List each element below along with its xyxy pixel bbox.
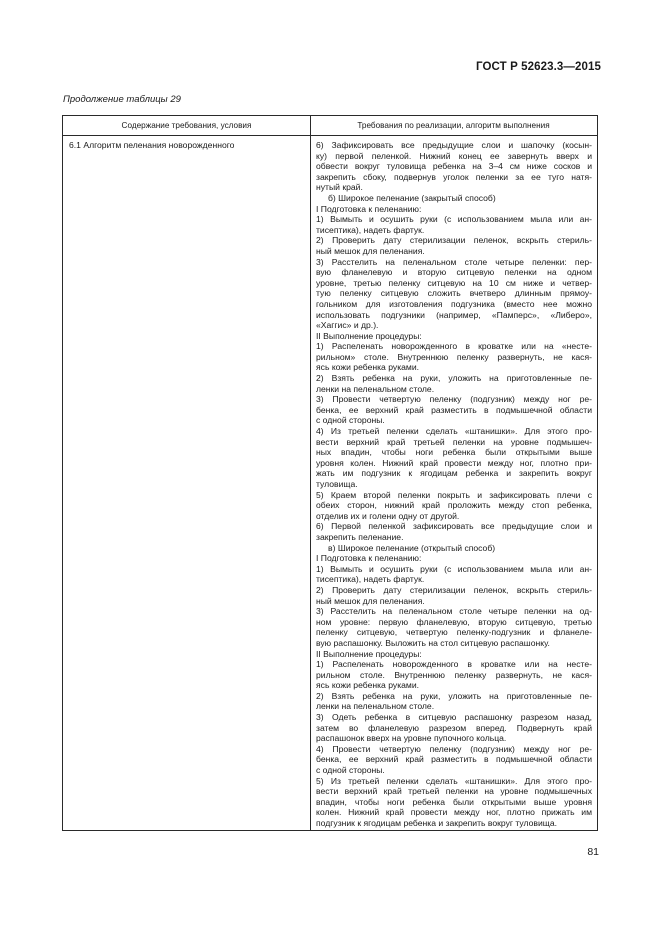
algorithm-text-line: 1) Вымыть и осушить руки (с использованием мыла или ан-	[316, 563, 592, 574]
algorithm-text-line: в) Широкое пеленание (открытый способ)	[328, 542, 496, 553]
table-header-row	[63, 116, 597, 136]
algorithm-text-line: обеих сторон, нижний край проложить между стоп ребенка,	[316, 500, 592, 511]
algorithm-text-line: 2) Взять ребенка на руки, уложить на приготовленные пе-	[316, 373, 592, 384]
page-number: 81	[587, 846, 599, 858]
algorithm-text-line: вую фланелевую и вторую ситцевую пеленки на одном	[316, 267, 592, 278]
algorithm-text-line: I Подготовка к пеленанию:	[316, 553, 422, 564]
algorithm-text-line: тую пеленку ситцевую сложить вчетверо длинным прямоу-	[316, 288, 592, 299]
algorithm-text-line: 3) Расстелить на пеленальном столе четыре пеленки: пер-	[316, 256, 592, 267]
algorithm-text-line: нутый край.	[316, 182, 363, 193]
algorithm-text-line: «Хаггис» и др.).	[316, 320, 379, 331]
algorithm-text-line: 6) Первой пеленкой зафиксировать все предыдущие слои и	[316, 521, 592, 532]
algorithm-text-line: колен. Нижний край провести между ног, плотно прижать им	[316, 807, 592, 818]
algorithm-text-line: II Выполнение процедуры:	[316, 330, 422, 341]
algorithm-text-line: 4) Провести четвертую пеленку (подгузник) между ног ре-	[316, 743, 592, 754]
algorithm-text-line: бенка, ее верхний край разместить в подмышечной области	[316, 754, 592, 765]
algorithm-text-line: 3) Одеть ребенка в ситцевую распашонку разрезом назад,	[316, 712, 592, 723]
requirement-cell: 6.1 Алгоритм пеленания новорожденного	[69, 140, 235, 150]
algorithm-cell	[316, 140, 592, 829]
algorithm-text-line: с одной стороны.	[316, 765, 385, 776]
algorithm-text-line: распашонок вверх на уровне пупочного кольца.	[316, 733, 507, 744]
algorithm-text-line: бенка, ее верхний край разместить в подмышечной области	[316, 404, 592, 415]
algorithm-text-line: затем во фланелевую разрезом вперед. Подвернуть край	[316, 722, 592, 733]
document-standard-number: ГОСТ Р 52623.3—2015	[476, 61, 601, 73]
algorithm-text-line: 5) Краем второй пеленки покрыть и зафиксировать плечи с	[316, 489, 592, 500]
algorithm-text-line: ном уровне: первую фланелевую, вторую ситцевую, третью	[316, 616, 592, 627]
requirements-table	[62, 115, 598, 831]
algorithm-text-line: II Выполнение процедуры:	[316, 648, 422, 659]
algorithm-text-line: подгузник к ягодицам ребенка и закрепить вокруг туловища.	[316, 818, 558, 828]
column-header-requirement: Содержание требования, условия	[121, 121, 252, 130]
algorithm-text-line: 3) Провести четвертую пеленку (подгузник) между ног ре-	[316, 394, 592, 405]
algorithm-text-line: 4) Из третьей пеленки сделать «штанишки». Для этого про-	[316, 426, 592, 437]
algorithm-text-line: 1) Распеленать новорожденного в кроватке или на «несте-	[316, 341, 592, 352]
algorithm-text-line: ный мешок для пеленания.	[316, 245, 425, 256]
algorithm-text-line: I Подготовка к пеленанию:	[316, 203, 422, 214]
algorithm-text-line: закрепить сбоку, подвернув уголок пеленки за ее туго натя-	[316, 171, 592, 182]
algorithm-text-line: обвести вокруг туловища ребенка на 3–4 см ниже сосков и	[316, 161, 592, 172]
algorithm-text-line: гольником для изготовления подгузника (вместо нее можно	[316, 298, 592, 309]
algorithm-text-line: закрепить пеленание.	[316, 531, 404, 542]
algorithm-text-line: 1) Распеленать новорожденного в кроватке или на несте-	[316, 659, 592, 670]
column-divider	[310, 116, 311, 830]
algorithm-text-line: тисептика), надеть фартук.	[316, 224, 425, 235]
table-continuation-label: Продолжение таблицы 29	[63, 94, 181, 105]
algorithm-text-line: туловища.	[316, 479, 358, 489]
algorithm-text-line: ясь кожи ребенка руками.	[316, 680, 420, 691]
algorithm-text-line: 2) Взять ребенка на руки, уложить на приготовленные пе-	[316, 690, 592, 701]
algorithm-text-line: 2) Проверить дату стерилизации пеленок, вскрыть стериль-	[316, 235, 592, 246]
algorithm-text-line: вую распашонку. Выложить на стол ситцевую распашонку.	[316, 637, 550, 648]
algorithm-text-line: жать им подгузник к ягодицам ребенка и закрепить вокруг	[316, 468, 592, 479]
algorithm-text-line: рильном» столе. Внутреннюю пеленку развернуть, не кася-	[316, 351, 592, 362]
algorithm-text-line: ясь кожи ребенка руками.	[316, 362, 420, 373]
algorithm-text-line: ку) первой пеленкой. Нижний конец ее завернуть вверх и	[316, 150, 592, 161]
algorithm-text-line: ленки на пеленальном столе.	[316, 701, 435, 712]
algorithm-text-line: пеленку ситцевую, четвертую пеленку-подгузник и фланеле-	[316, 627, 592, 638]
algorithm-text-line: 6) Зафиксировать все предыдущие слои и шапочку (косын-	[316, 140, 592, 150]
algorithm-text-line: 3) Расстелить на пеленальном столе четыре пеленки на од-	[316, 606, 592, 617]
algorithm-text-line: уровне, третью пеленку ситцевую на 10 см ниже и четвер-	[316, 277, 592, 288]
algorithm-text-line: отделив их и голени одну от другой.	[316, 510, 460, 521]
algorithm-text-line: б) Широкое пеленание (закрытый способ)	[328, 192, 496, 203]
algorithm-text-line: ный мешок для пеленания.	[316, 595, 425, 606]
algorithm-text-line: ленки на пеленальном столе.	[316, 383, 435, 394]
algorithm-text-line: 2) Проверить дату стерилизации пеленок, вскрыть стериль-	[316, 584, 592, 595]
algorithm-text-line: впадин, чтобы ноги ребенка были открытыми выше уровня	[316, 796, 592, 807]
algorithm-text-line: 1) Вымыть и осушить руки (с использованием мыла или ан-	[316, 214, 592, 225]
column-header-algorithm: Требования по реализации, алгоритм выполнения	[357, 121, 550, 130]
algorithm-text-line: рильном столе. Внутреннюю пеленку развернуть, не кася-	[316, 669, 592, 680]
algorithm-text-line: тисептика), надеть фартук.	[316, 574, 425, 585]
algorithm-text-line: вести верхний край третьей пеленки на уровне подмышечных	[316, 786, 592, 797]
algorithm-text-line: вести верхний край третьей пеленки на уровне подмышеч-	[316, 436, 592, 447]
algorithm-text-line: уровня колен. Нижний край провести между ног, плотно при-	[316, 457, 592, 468]
algorithm-text-line: 5) Из третьей пеленки сделать «штанишки». Для этого про-	[316, 775, 592, 786]
algorithm-text-line: использовать подгузники (например, «Памперс», «Либеро»,	[316, 309, 592, 320]
algorithm-text-line: ных впадин, чтобы ноги ребенка были открытыми выше	[316, 447, 592, 458]
algorithm-text-line: с одной стороны.	[316, 415, 385, 426]
